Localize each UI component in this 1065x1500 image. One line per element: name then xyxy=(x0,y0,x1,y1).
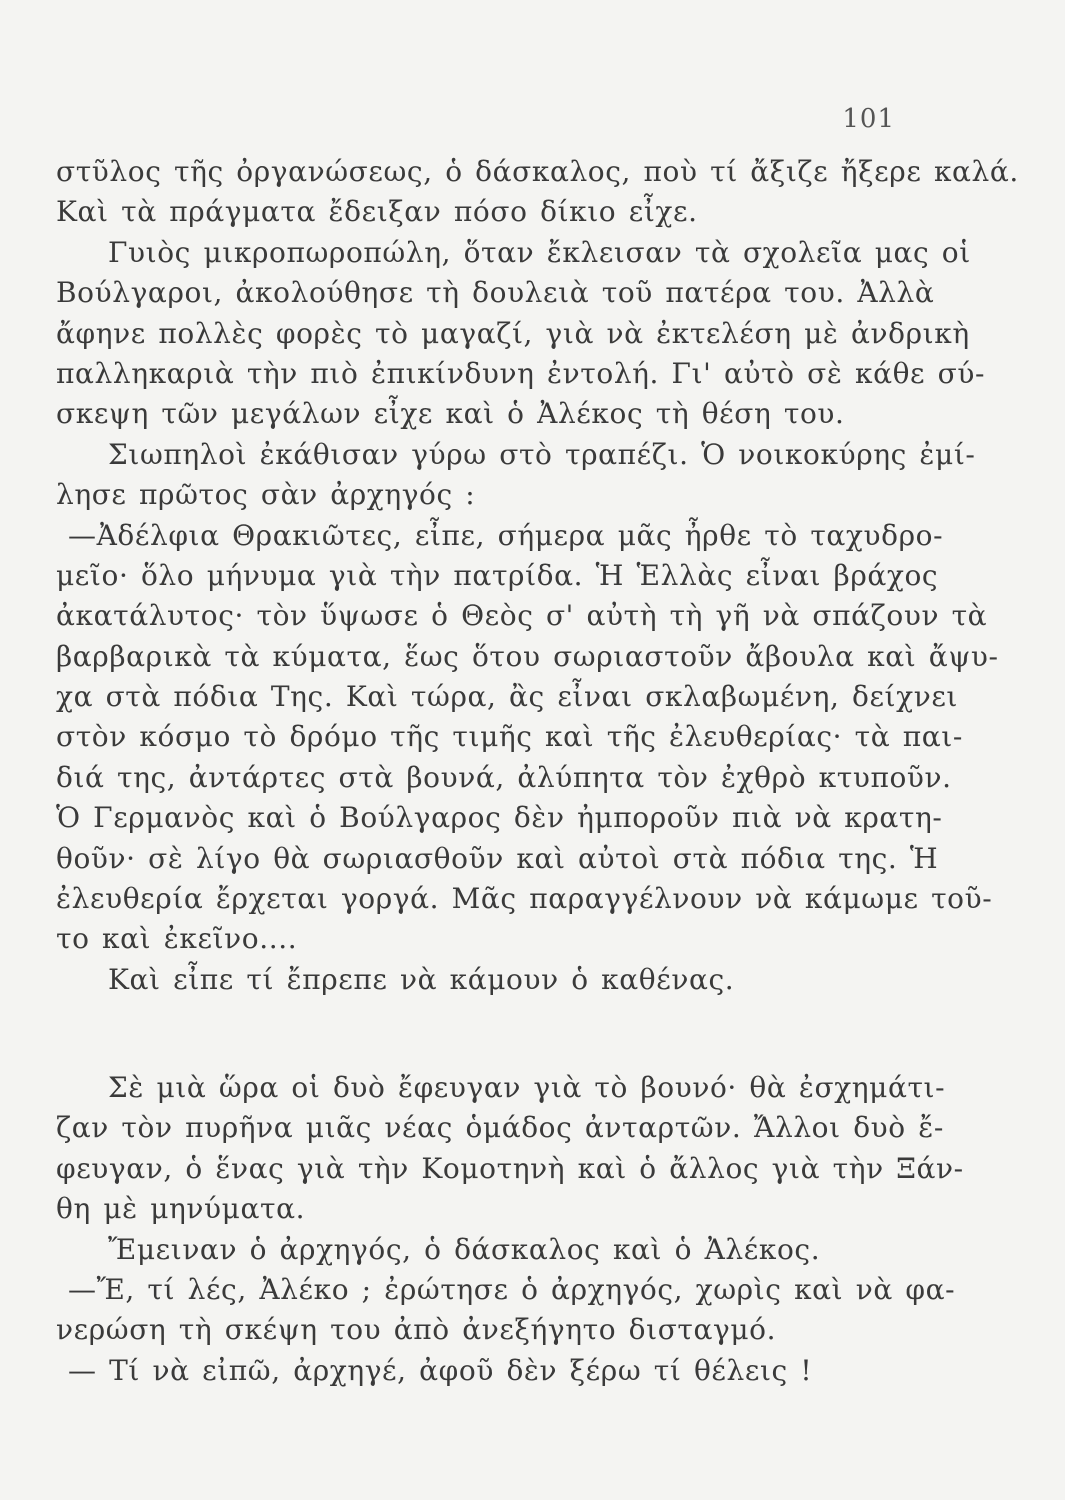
text-line: διά της, ἀντάρτες στὰ βουνά, ἀλύπητα τὸν ἐχθρὸ κτυποῦν. xyxy=(56,760,952,794)
text-line: —Ἔ, τί λές, Ἀλέκο ; ἐρώτησε ὁ ἀρχηγός, χωρὶς καὶ νὰ φα- xyxy=(68,1272,956,1306)
text-line: Σιωπηλοὶ ἐκάθισαν γύρω στὸ τραπέζι. Ὁ νοικοκύρης ἐμί- xyxy=(108,437,976,471)
text-line: Ὁ Γερμανὸς καὶ ὁ Βούλγαρος δὲν ἠμποροῦν πιὰ νὰ κρατη- xyxy=(56,801,943,835)
text-line: χα στὰ πόδια Της. Καὶ τώρα, ἂς εἶναι σκλαβωμένη, δείχνει xyxy=(56,680,959,714)
text-line: το καὶ ἐκεῖνο.... xyxy=(56,922,298,956)
text-line: Σὲ μιὰ ὥρα οἱ δυὸ ἔφευγαν γιὰ τὸ βουνό· θὰ ἐσχημάτι- xyxy=(108,1071,946,1104)
text-line: βαρβαρικὰ τὰ κύματα, ἕως ὅτου σωριαστοῦν ἄβουλα καὶ ἄψυ- xyxy=(56,639,999,673)
text-line: Καὶ τὰ πράγματα ἔδειξαν πόσο δίκιο εἶχε. xyxy=(56,195,698,229)
text-line: σκεψη τῶν μεγάλων εἶχε καὶ ὁ Ἀλέκος τὴ θέση του. xyxy=(56,397,845,431)
text-line: ἀκατάλυτος· τὸν ὕψωσε ὁ Θεὸς σ' αὐτὴ τὴ γῆ νὰ σπάζουν τὰ xyxy=(56,599,988,633)
text-line: μεῖο· ὅλο μήνυμα γιὰ τὴν πατρίδα. Ἡ Ἑλλὰς εἶναι βράχος xyxy=(56,558,939,592)
page-number: 101 xyxy=(842,104,895,134)
text-line: ἐλευθερία ἔρχεται γοργά. Μᾶς παραγγέλνουν νὰ κάμωμε τοῦ- xyxy=(56,882,993,916)
text-line: φευγαν, ὁ ἕνας γιὰ τὴν Κομοτηνὴ καὶ ὁ ἄλλος γιὰ τὴν Ξάν- xyxy=(56,1151,964,1185)
text-line: στὸν κόσμο τὸ δρόμο τῆς τιμῆς καὶ τῆς ἐλευθερίας· τὰ παι- xyxy=(56,720,963,754)
text-line: ἄφηνε πολλὲς φορὲς τὸ μαγαζί, γιὰ νὰ ἐκτελέση μὲ ἀνδρικὴ xyxy=(56,316,970,350)
text-line: —Ἀδέλφια Θρακιῶτες, εἶπε, σήμερα μᾶς ἦρθε τὸ ταχυδρο- xyxy=(68,518,944,552)
text-line: Βούλγαροι, ἀκολούθησε τὴ δουλειὰ τοῦ πατέρα του. Ἀλλὰ xyxy=(56,276,935,310)
text-line: παλληκαριὰ τὴν πιὸ ἐπικίνδυνη ἐντολή. Γι' αὐτὸ σὲ κάθε σύ- xyxy=(56,356,986,390)
text-line: Γυιὸς μικροπωροπώλη, ὅταν ἔκλεισαν τὰ σχολεῖα μας οἱ xyxy=(108,235,971,269)
text-line: νερώση τὴ σκέψη του ἀπὸ ἀνεξήγητο δισταγμό. xyxy=(56,1313,777,1347)
text-line: Ἔμειναν ὁ ἀρχηγός, ὁ δάσκαλος καὶ ὁ Ἀλέκος. xyxy=(108,1232,821,1266)
text-block-main xyxy=(56,152,1019,1000)
text-block-continued xyxy=(56,1068,964,1391)
text-line: — Τί νὰ εἰπῶ, ἀρχηγέ, ἀφοῦ δὲν ξέρω τί θέλεις ! xyxy=(68,1353,813,1387)
text-line: θοῦν· σὲ λίγο θὰ σωριασθοῦν καὶ αὐτοὶ στὰ πόδια της. Ἡ xyxy=(56,841,939,875)
text-line: Καὶ εἶπε τί ἔπρεπε νὰ κάμουν ὁ καθένας. xyxy=(108,962,735,996)
text-line: ζαν τὸν πυρῆνα μιᾶς νέας ὁμάδος ἀνταρτῶν. Ἄλλοι δυὸ ἔ- xyxy=(56,1111,944,1145)
text-line: λησε πρῶτος σὰν ἀρχηγός : xyxy=(56,478,476,512)
text-line: στῦλος τῆς ὀργανώσεως, ὁ δάσκαλος, ποὺ τί ἄξιζε ἤξερε καλά. xyxy=(56,155,1019,188)
text-line: θη μὲ μηνύματα. xyxy=(56,1192,306,1226)
